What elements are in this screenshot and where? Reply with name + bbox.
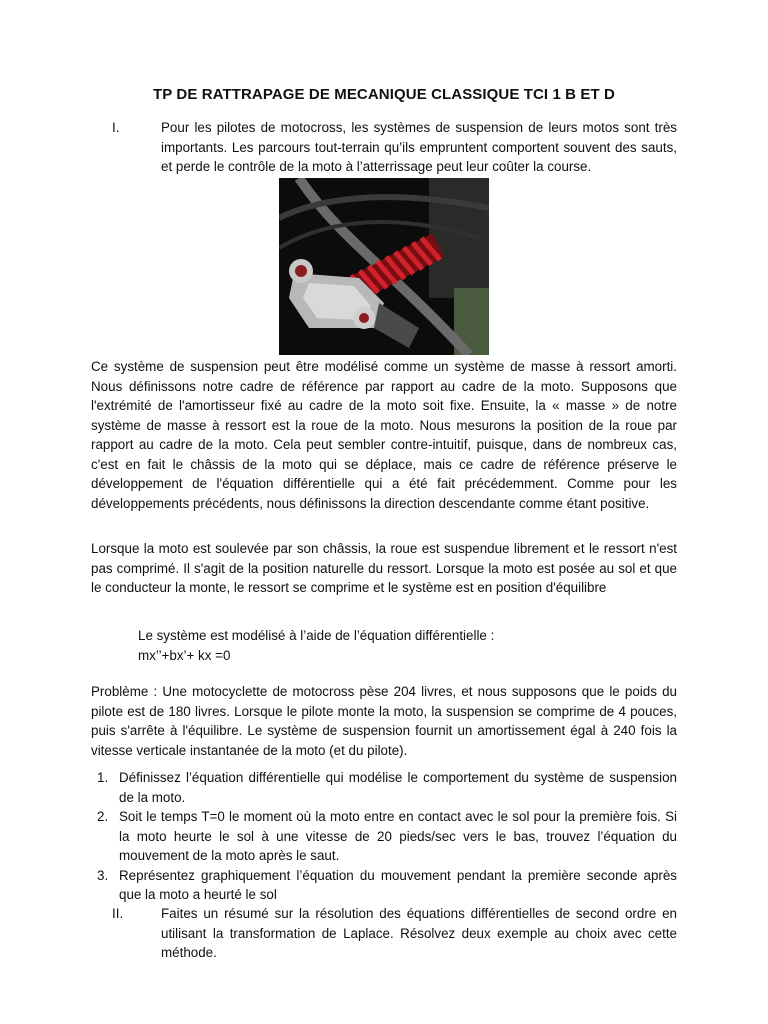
section-2-number: II. xyxy=(112,906,124,921)
paragraph-model: Ce système de suspension peut être modélisé comme un système de masse à ressort amorti. Nous définissons notre cadre de référence par rapport au cadre de la moto. Supposons que l'extrémité de l'amortisseur fixé au cadre de la moto soit fixe. Ensuite, la « masse » de notre système de masse à ressort est la roue de la moto. Nous mesurons la position de la roue par rapport au cadre de la moto. Cela peut sembler contre-intuitif, puisque, dans de nombreux cas, c'est en fait le châssis de la moto qui se déplace, mais ce cadre de référence préserve le développement de l'équation différentielle qui a été fait précédemment. Comme pour les développements précédents, nous définissons la direction descendante comme étant positive. xyxy=(91,359,677,511)
section-1-text: Pour les pilotes de motocross, les systèmes de suspension de leurs motos sont très importants. Les parcours tout-terrain qu’ils empruntent comportent souvent des sauts, et perde le contrôle de la moto à l’atterrissage peut leur coûter la course. xyxy=(161,120,677,174)
suspension-photo xyxy=(279,178,489,355)
shock-absorber-image xyxy=(279,178,489,355)
paragraph-problem: Problème : Une motocyclette de motocross pèse 204 livres, et nous supposons que le poids du pilote est de 180 livres. Lorsque le pilote monte la moto, la suspension se comprime de 4 pouces, puis s'arrête à l'équilibre. Le système de suspension fournit un amortissement égal à 240 fois la vitesse verticale instantanée de la moto (et du pilote). xyxy=(91,684,677,758)
question-item: 1. Définissez l’équation différentielle qui modélise le comportement du système de suspension de la moto. xyxy=(97,770,677,805)
equation-intro: Le système est modélisé à l’aide de l’équation différentielle : xyxy=(138,628,495,643)
section-1-number: I. xyxy=(112,120,120,135)
section-2-text: Faites un résumé sur la résolution des équations différentielles de second ordre en utilisant la transformation de Laplace. Résolvez deux exemple au choix avec cette méthode. xyxy=(161,906,677,960)
differential-equation: mx’’+bx’+ kx =0 xyxy=(138,647,231,663)
section-2 xyxy=(112,904,677,963)
paragraph-equilibrium: Lorsque la moto est soulevée par son châssis, la roue est suspendue librement et le ressort n'est pas comprimé. Il s'agit de la position naturelle du ressort. Lorsque la moto est posée au sol et que le conducteur la monte, le ressort se comprime et le système est en position d'équilibre xyxy=(91,541,677,595)
question-list xyxy=(91,768,677,905)
document-title: TP DE RATTRAPAGE DE MECANIQUE CLASSIQUE TCI 1 B ET D xyxy=(153,86,615,103)
equation-block xyxy=(138,626,658,665)
section-1 xyxy=(112,118,677,177)
question-item: 3. Représentez graphiquement l’équation du mouvement pendant la première seconde après que la moto a heurté le sol xyxy=(97,867,677,902)
question-item: 2. Soit le temps T=0 le moment où la moto entre en contact avec le sol pour la première fois. Si la moto heurte le sol à une vitesse de 20 pieds/sec vers le bas, trouvez l’équation du mouvement de la moto après le saut. xyxy=(97,809,677,863)
